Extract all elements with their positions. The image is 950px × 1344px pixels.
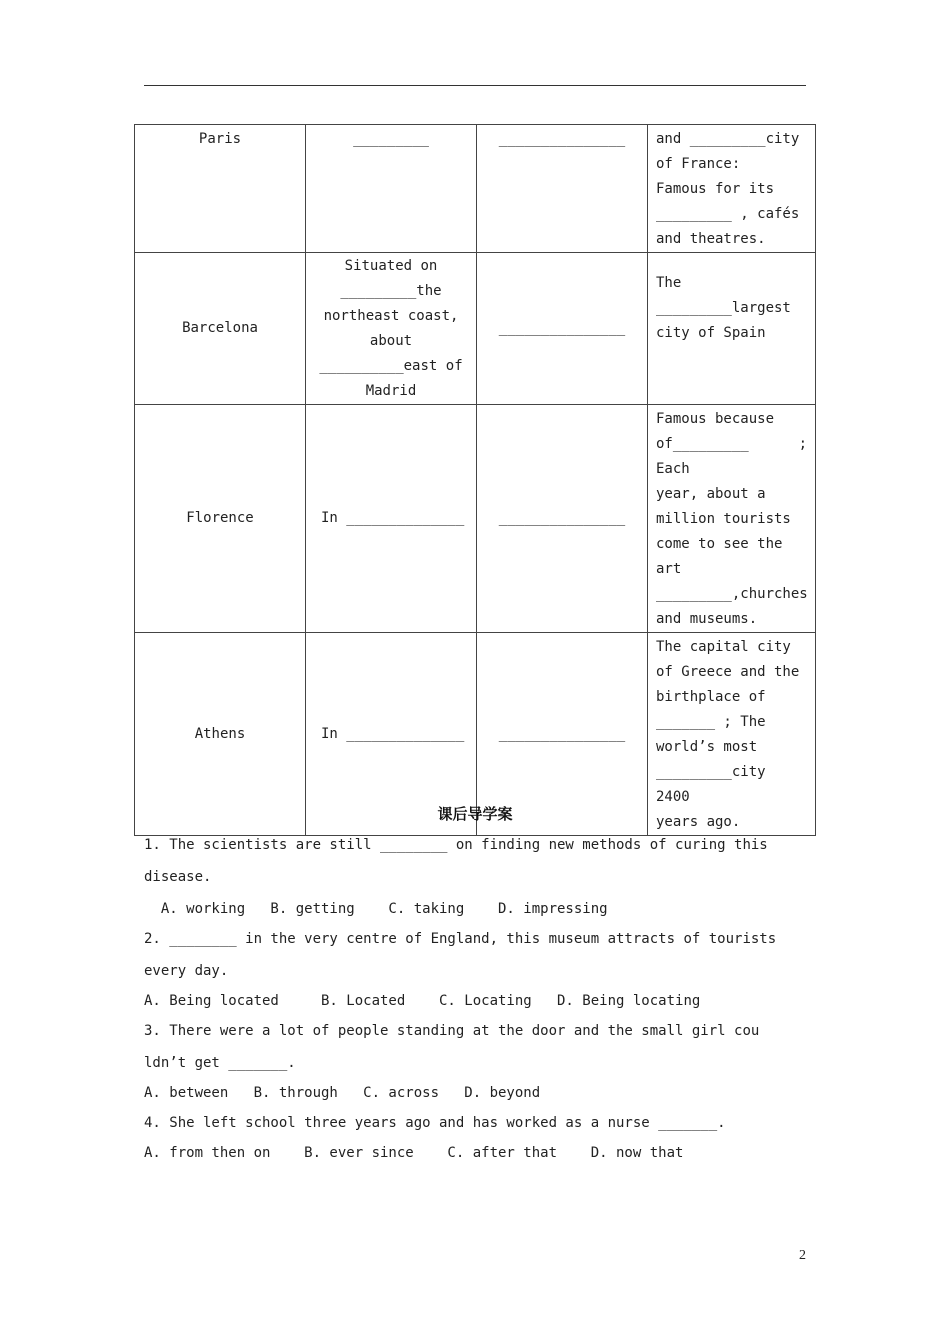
location-cell	[306, 253, 477, 405]
city-name: Paris	[198, 131, 242, 147]
description-line: city of Spain	[656, 325, 766, 341]
blank-cell	[477, 125, 648, 253]
description-line: of Greece and the	[656, 664, 800, 680]
description-line: Famous because	[656, 411, 775, 427]
description-line: birthplace of	[656, 689, 766, 705]
description-line: Famous for its	[656, 181, 775, 197]
table-row	[135, 253, 816, 405]
answer-blank: _______________	[498, 320, 626, 336]
description-line: world’s most	[656, 739, 758, 755]
question-1-options: A. working B. getting C. taking D. impressing	[144, 901, 608, 917]
location-text: In ______________	[321, 725, 465, 742]
question-1: 1. The scientists are still ________ on finding new methods of curing this	[144, 837, 768, 853]
question-3-continued: ldn’t get _______.	[144, 1055, 296, 1071]
description-line: and _________city	[656, 131, 800, 147]
location-line: _________the	[340, 283, 442, 299]
section-title: 课后导学案	[437, 805, 513, 823]
city-name: Athens	[194, 725, 246, 742]
description-line: of_________ ; Each	[656, 436, 807, 477]
table-row	[135, 405, 816, 633]
description-cell	[648, 405, 816, 633]
page-number: 2	[799, 1248, 806, 1263]
city-name: Florence	[186, 510, 254, 526]
description-line: million tourists	[656, 511, 791, 527]
description-line: year, about a	[656, 486, 766, 502]
location-cell	[306, 405, 477, 633]
city-cell	[135, 405, 306, 633]
location-text: In ______________	[321, 510, 465, 526]
location-blank: _________	[353, 131, 429, 147]
table-row	[135, 125, 816, 253]
location-cell	[306, 125, 477, 253]
question-4-options: A. from then on B. ever since C. after that D. now that	[144, 1145, 684, 1161]
location-line: Madrid	[365, 383, 417, 399]
quiz-section	[144, 830, 824, 1168]
location-line: northeast coast,	[323, 308, 459, 324]
description-line: and museums.	[656, 611, 758, 627]
location-line: __________east of	[319, 358, 463, 374]
description-cell	[648, 125, 816, 253]
header-rule	[144, 85, 806, 86]
description-line: and theatres.	[656, 231, 766, 247]
city-cell	[135, 125, 306, 253]
description-line: art	[656, 561, 682, 577]
question-2-options: A. Being located B. Located C. Locating D. Being locating	[144, 993, 701, 1009]
answer-blank: _______________	[498, 725, 626, 742]
description-line: _________,churches	[656, 586, 808, 602]
question-3: 3. There were a lot of people standing at the door and the small girl cou	[144, 1023, 760, 1039]
blank-cell	[477, 405, 648, 633]
city-cell	[135, 253, 306, 405]
blank-cell	[477, 253, 648, 405]
description-line: The capital city	[656, 639, 791, 655]
question-3-options: A. between B. through C. across D. beyond	[144, 1085, 541, 1101]
description-line: come to see the	[656, 536, 783, 552]
question-1-continued: disease.	[144, 869, 212, 885]
location-line: about	[369, 333, 413, 349]
description-line: of France:	[656, 156, 741, 172]
answer-blank: _______________	[498, 510, 626, 526]
city-name: Barcelona	[182, 320, 258, 336]
description-line: _________largest	[656, 300, 791, 316]
question-2: 2. ________ in the very centre of England, this museum attracts of tourists	[144, 931, 777, 947]
question-4: 4. She left school three years ago and has worked as a nurse _______.	[144, 1115, 726, 1131]
description-cell	[648, 253, 816, 405]
location-line: Situated on	[344, 258, 438, 274]
description-line: _______ ; The	[656, 714, 766, 730]
answer-blank: _______________	[498, 131, 626, 147]
description-line: _________city 2400	[656, 764, 766, 805]
description-line: _________ , cafés	[656, 206, 800, 222]
question-2-continued: every day.	[144, 963, 229, 979]
description-line: The	[656, 275, 682, 291]
description-line: years ago.	[656, 814, 741, 830]
cities-table	[134, 124, 816, 836]
